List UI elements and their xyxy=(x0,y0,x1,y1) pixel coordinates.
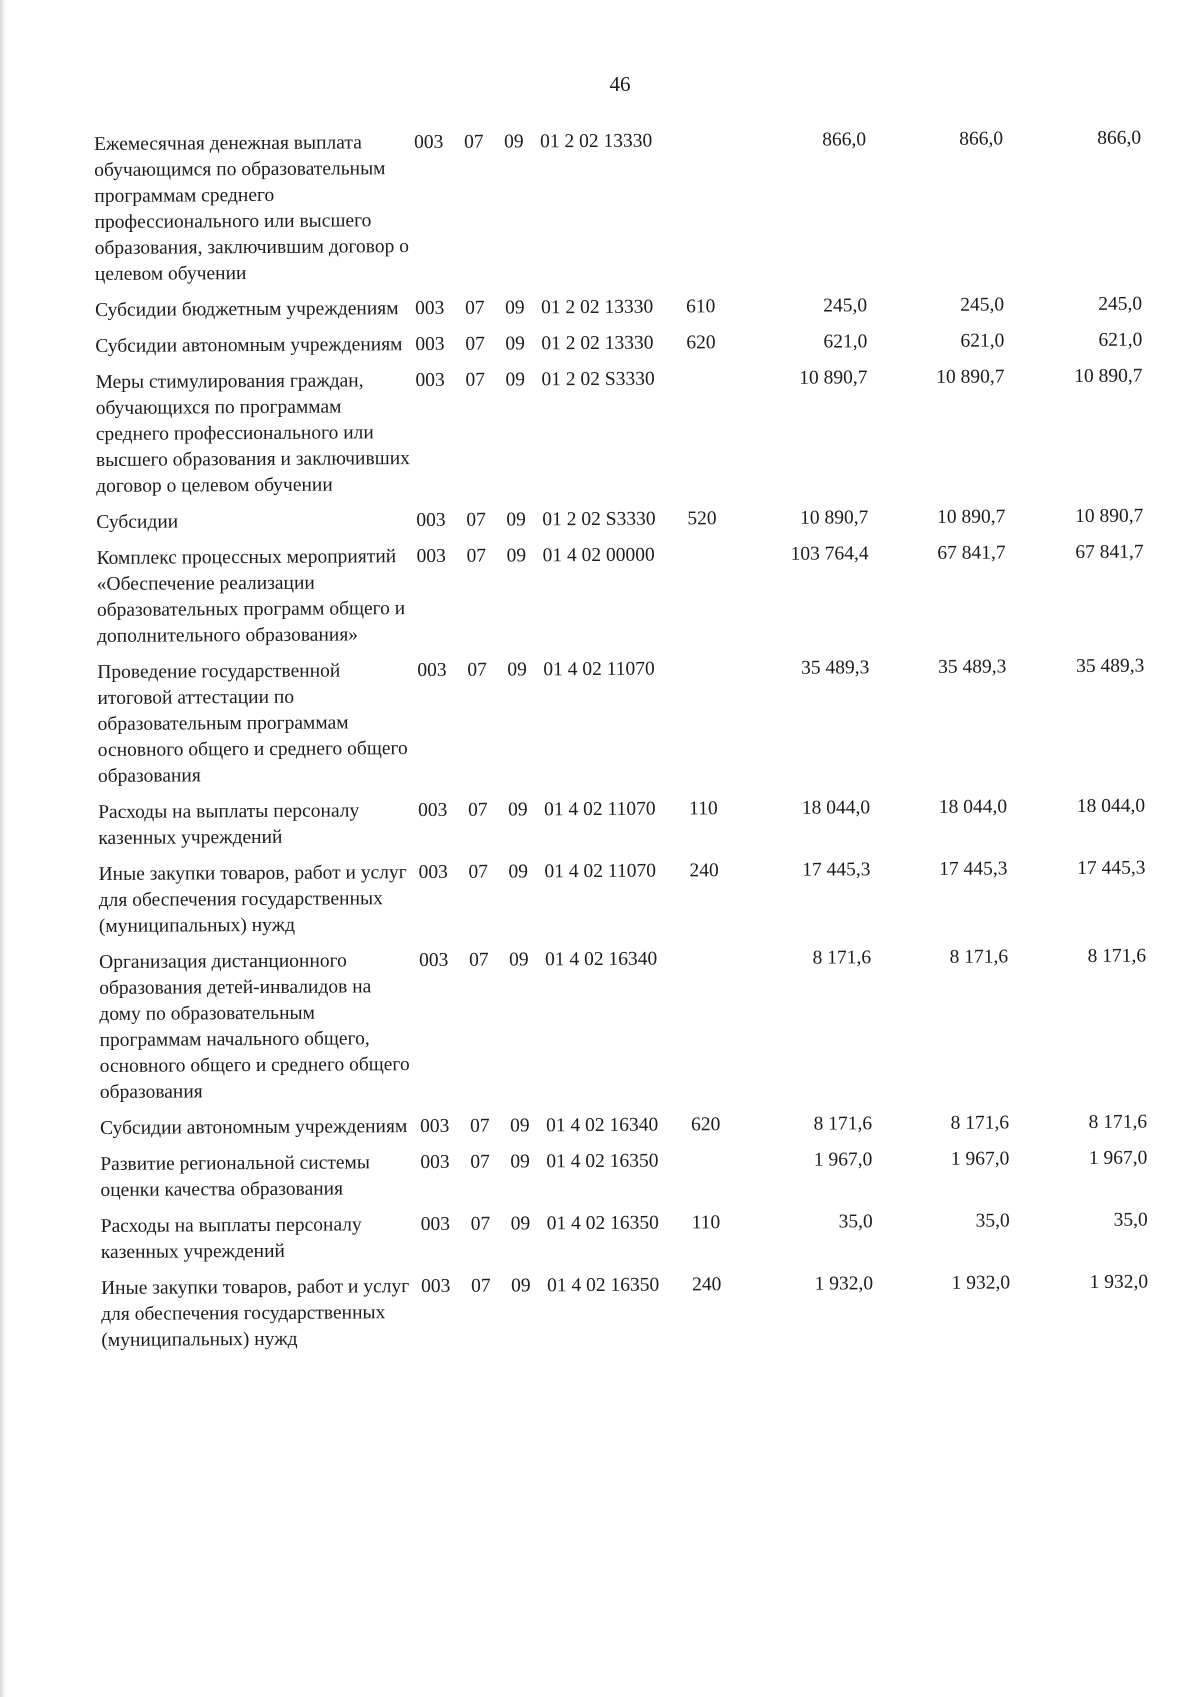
row-expense-type: 110 xyxy=(691,1212,721,1234)
row-admin-code: 003 xyxy=(415,333,445,356)
row-section-code: 07 xyxy=(465,333,485,355)
row-target-code: 01 4 02 11070 xyxy=(544,798,656,821)
row-amount-year-2: 18 044,0 xyxy=(938,796,1008,818)
row-amount-year-2: 621,0 xyxy=(960,330,1005,352)
table-row xyxy=(97,539,1178,650)
row-subsection-code: 09 xyxy=(506,545,527,567)
row-name: Субсидии автономным учреждениям xyxy=(95,334,403,357)
table-row xyxy=(100,1145,1180,1204)
row-target-code: 01 2 02 13330 xyxy=(541,332,654,355)
row-admin-code: 003 xyxy=(420,1213,450,1236)
row-amount-year-1: 103 764,4 xyxy=(790,543,869,565)
row-target-code: 01 4 02 00000 xyxy=(542,544,655,567)
row-target-code: 01 4 02 11070 xyxy=(544,860,656,883)
row-target-code: 01 4 02 11070 xyxy=(543,658,655,681)
row-amount-year-1: 18 044,0 xyxy=(801,797,871,819)
row-section-code: 07 xyxy=(469,949,489,971)
row-name: Расходы на выплаты персоналу казенных учреждений xyxy=(100,1214,362,1263)
row-admin-code: 003 xyxy=(420,1151,450,1174)
row-amount-year-1: 17 445,3 xyxy=(802,859,871,881)
row-amount-year-3: 10 890,7 xyxy=(1074,365,1143,388)
row-section-code: 07 xyxy=(466,509,486,531)
row-amount-year-1: 10 890,7 xyxy=(800,507,869,529)
row-target-code: 01 2 02 S3330 xyxy=(541,368,655,391)
row-amount-year-2: 35,0 xyxy=(975,1210,1010,1232)
row-target-code: 01 2 02 S3330 xyxy=(542,508,656,531)
row-amount-year-1: 10 890,7 xyxy=(799,367,868,389)
row-amount-year-3: 245,0 xyxy=(1098,293,1143,315)
row-subsection-code: 09 xyxy=(508,799,528,821)
row-admin-code: 003 xyxy=(415,369,445,392)
row-amount-year-3: 8 171,6 xyxy=(1088,1111,1148,1133)
table-row xyxy=(94,125,1175,288)
row-admin-code: 003 xyxy=(417,659,447,682)
row-amount-year-3: 621,0 xyxy=(1098,329,1143,351)
table-row xyxy=(96,503,1176,536)
budget-table xyxy=(94,125,1182,1364)
row-section-code: 07 xyxy=(470,1151,490,1173)
row-subsection-code: 09 xyxy=(509,949,529,971)
row-target-code: 01 2 02 13330 xyxy=(541,296,654,319)
row-subsection-code: 09 xyxy=(507,659,527,681)
row-amount-year-3: 17 445,3 xyxy=(1077,857,1146,880)
table-row xyxy=(99,943,1180,1106)
row-section-code: 07 xyxy=(465,369,486,391)
row-admin-code: 003 xyxy=(418,861,448,884)
row-section-code: 07 xyxy=(468,861,489,883)
row-section-code: 07 xyxy=(464,131,484,153)
row-amount-year-3: 35,0 xyxy=(1113,1209,1148,1231)
row-subsection-code: 09 xyxy=(510,1115,530,1137)
row-amount-year-2: 1 967,0 xyxy=(950,1148,1010,1170)
row-name: Комплекс процессных мероприятий «Обеспечение реализации образовательных программ общего и дополнительного образования» xyxy=(96,546,406,647)
row-target-code: 01 4 02 16340 xyxy=(545,948,658,971)
table-row xyxy=(98,855,1178,940)
table-row xyxy=(95,291,1175,324)
row-section-code: 07 xyxy=(465,297,485,319)
row-expense-type: 240 xyxy=(691,1274,722,1296)
table-row xyxy=(101,1269,1181,1354)
row-admin-code: 003 xyxy=(414,131,444,154)
row-amount-year-2: 8 171,6 xyxy=(949,946,1009,968)
row-name: Развитие региональной системы оценки качества образования xyxy=(100,1152,371,1201)
row-target-code: 01 4 02 16350 xyxy=(546,1150,659,1173)
row-amount-year-3: 35 489,3 xyxy=(1075,655,1145,678)
row-amount-year-1: 8 171,6 xyxy=(812,947,872,969)
row-amount-year-1: 866,0 xyxy=(822,129,867,151)
row-amount-year-2: 866,0 xyxy=(959,128,1004,150)
row-admin-code: 003 xyxy=(415,297,445,320)
row-expense-type: 110 xyxy=(689,798,718,820)
row-target-code: 01 2 02 13330 xyxy=(540,130,653,153)
row-amount-year-1: 1 932,0 xyxy=(814,1273,874,1295)
table-row xyxy=(95,363,1176,500)
table-row xyxy=(98,793,1178,852)
row-expense-type: 240 xyxy=(689,860,719,882)
row-admin-code: 003 xyxy=(416,509,446,532)
row-admin-code: 003 xyxy=(416,545,446,568)
row-section-code: 07 xyxy=(470,1115,490,1137)
row-target-code: 01 4 02 16340 xyxy=(546,1114,659,1137)
row-amount-year-3: 1 967,0 xyxy=(1088,1147,1148,1169)
row-amount-year-1: 245,0 xyxy=(823,295,868,317)
row-subsection-code: 09 xyxy=(510,1213,531,1235)
page-number: 46 xyxy=(609,72,631,96)
row-section-code: 07 xyxy=(467,659,487,681)
table-row xyxy=(100,1109,1180,1142)
scan-edge-shadow xyxy=(0,0,6,1697)
row-expense-type: 520 xyxy=(687,508,717,530)
row-admin-code: 003 xyxy=(418,799,448,822)
row-subsection-code: 09 xyxy=(508,861,529,883)
row-target-code: 01 4 02 16350 xyxy=(546,1212,659,1235)
row-name: Субсидии бюджетным учреждениям xyxy=(95,298,399,321)
row-expense-type: 620 xyxy=(686,332,716,354)
row-expense-type: 620 xyxy=(691,1114,721,1136)
row-name: Расходы на выплаты персоналу казенных учреждений xyxy=(98,800,360,849)
table-row xyxy=(95,327,1175,360)
row-subsection-code: 09 xyxy=(505,297,525,319)
row-amount-year-1: 621,0 xyxy=(823,331,868,353)
row-subsection-code: 09 xyxy=(505,369,526,391)
row-name: Ежемесячная денежная выплата обучающимся по образовательным программам среднего профессионального или высшего образования, заключившим договор о целевом обучении xyxy=(94,132,410,285)
row-expense-type: 610 xyxy=(686,296,716,318)
row-name: Субсидии xyxy=(96,511,179,533)
row-subsection-code: 09 xyxy=(510,1151,530,1173)
row-amount-year-3: 10 890,7 xyxy=(1075,505,1144,528)
row-amount-year-2: 8 171,6 xyxy=(950,1112,1010,1134)
row-name: Субсидии автономным учреждениям xyxy=(100,1116,408,1139)
row-amount-year-2: 245,0 xyxy=(960,294,1005,316)
row-admin-code: 003 xyxy=(420,1275,451,1298)
table-row xyxy=(101,1207,1181,1266)
row-amount-year-3: 1 932,0 xyxy=(1089,1271,1149,1293)
row-amount-year-3: 866,0 xyxy=(1097,127,1142,149)
row-amount-year-1: 8 171,6 xyxy=(813,1113,873,1135)
row-section-code: 07 xyxy=(470,1213,491,1235)
table-row xyxy=(97,653,1178,790)
row-name: Иные закупки товаров, работ и услуг для обеспечения государственных (муниципальных) нужд xyxy=(98,862,407,937)
row-amount-year-1: 1 967,0 xyxy=(813,1149,873,1171)
row-name: Организация дистанционного образования детей-инвалидов на дому по образовательным программам начального общего, основного общего и среднего общего образования xyxy=(99,950,410,1103)
row-amount-year-3: 8 171,6 xyxy=(1087,945,1147,967)
row-subsection-code: 09 xyxy=(506,509,526,531)
row-amount-year-2: 10 890,7 xyxy=(936,366,1005,388)
row-amount-year-3: 18 044,0 xyxy=(1076,795,1146,818)
row-amount-year-2: 35 489,3 xyxy=(937,656,1007,678)
row-amount-year-2: 10 890,7 xyxy=(937,506,1006,528)
row-subsection-code: 09 xyxy=(504,131,524,153)
row-amount-year-3: 67 841,7 xyxy=(1075,541,1144,564)
row-name: Проведение государственной итоговой аттестации по образовательным программам основного общего и среднего общего образования xyxy=(97,660,408,787)
row-amount-year-2: 1 932,0 xyxy=(951,1272,1011,1294)
row-target-code: 01 4 02 16350 xyxy=(546,1274,660,1297)
row-admin-code: 003 xyxy=(420,1115,450,1138)
row-subsection-code: 09 xyxy=(510,1275,531,1297)
row-name: Меры стимулирования граждан, обучающихся по программам среднего профессионального или высшего образования и заключивших договор о целевом обучении xyxy=(95,370,410,497)
row-subsection-code: 09 xyxy=(505,333,525,355)
row-amount-year-1: 35,0 xyxy=(838,1211,873,1233)
row-amount-year-2: 17 445,3 xyxy=(939,858,1008,880)
row-amount-year-1: 35 489,3 xyxy=(800,657,870,679)
row-section-code: 07 xyxy=(470,1275,491,1297)
row-section-code: 07 xyxy=(468,799,488,821)
row-section-code: 07 xyxy=(466,545,487,567)
row-amount-year-2: 67 841,7 xyxy=(937,542,1006,564)
row-name: Иные закупки товаров, работ и услуг для обеспечения государственных (муниципальных) нужд xyxy=(101,1276,410,1351)
row-admin-code: 003 xyxy=(419,949,449,972)
